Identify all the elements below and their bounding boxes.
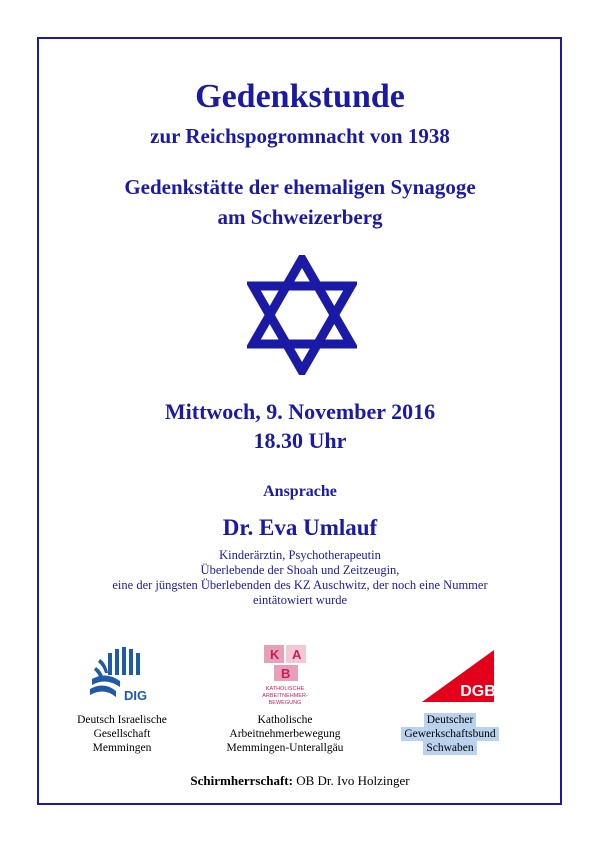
event-subtitle: zur Reichspogromnacht von 1938 <box>150 124 450 148</box>
speaker-description-line: Überlebende der Shoah und Zeitzeugin, <box>200 563 400 577</box>
dgb-logo-text: DGB <box>460 683 496 700</box>
venue-line-1: Gedenkstätte der ehemaligen Synagoge <box>124 175 476 199</box>
patronage-label: Schirmherrschaft: <box>190 773 293 788</box>
dgb-logo-icon <box>420 648 496 704</box>
event-time: 18.30 Uhr <box>253 428 347 453</box>
speech-label: Ansprache <box>263 483 337 500</box>
kab-logo-letter-k: K <box>270 647 280 662</box>
speaker-description-line: Kinderärztin, Psychotherapeutin <box>219 548 381 562</box>
kab-logo-letter-a: A <box>292 647 302 662</box>
speaker-name: Dr. Eva Umlauf <box>222 515 378 540</box>
dig-logo-text: DIG <box>124 688 148 703</box>
org-dgb-name: Deutscher Gewerkschaftsbund Schwaben <box>380 713 520 755</box>
star-of-david-icon <box>247 255 357 375</box>
org-dig-name: Deutsch Israelische Gesellschaft Memmingen <box>77 714 167 754</box>
dig-logo-icon <box>86 645 158 705</box>
kab-logo-caption: BEWEGUNG <box>268 700 302 706</box>
patronage-value: OB Dr. Ivo Holzinger <box>292 773 410 788</box>
venue-line-2: am Schweizerberg <box>217 205 383 229</box>
kab-logo-caption: KATHOLISCHE <box>265 686 305 692</box>
kab-logo-caption: ARBEITNEHMER- <box>262 693 308 699</box>
kab-logo-letter-b: B <box>281 666 291 681</box>
patronage-line <box>0 773 600 789</box>
event-title: Gedenkstunde <box>195 78 405 115</box>
speaker-description-line: eintätowiert wurde <box>252 593 348 607</box>
event-date: Mittwoch, 9. November 2016 <box>164 399 436 424</box>
kab-logo-icon <box>262 643 308 707</box>
speaker-description-line: eine der jüngsten Überlebenden des KZ Auschwitz, der noch eine Nummer <box>112 578 488 592</box>
org-kab-name: Katholische Arbeitnehmerbewegung Memmingen-Unterallgäu <box>226 714 344 754</box>
